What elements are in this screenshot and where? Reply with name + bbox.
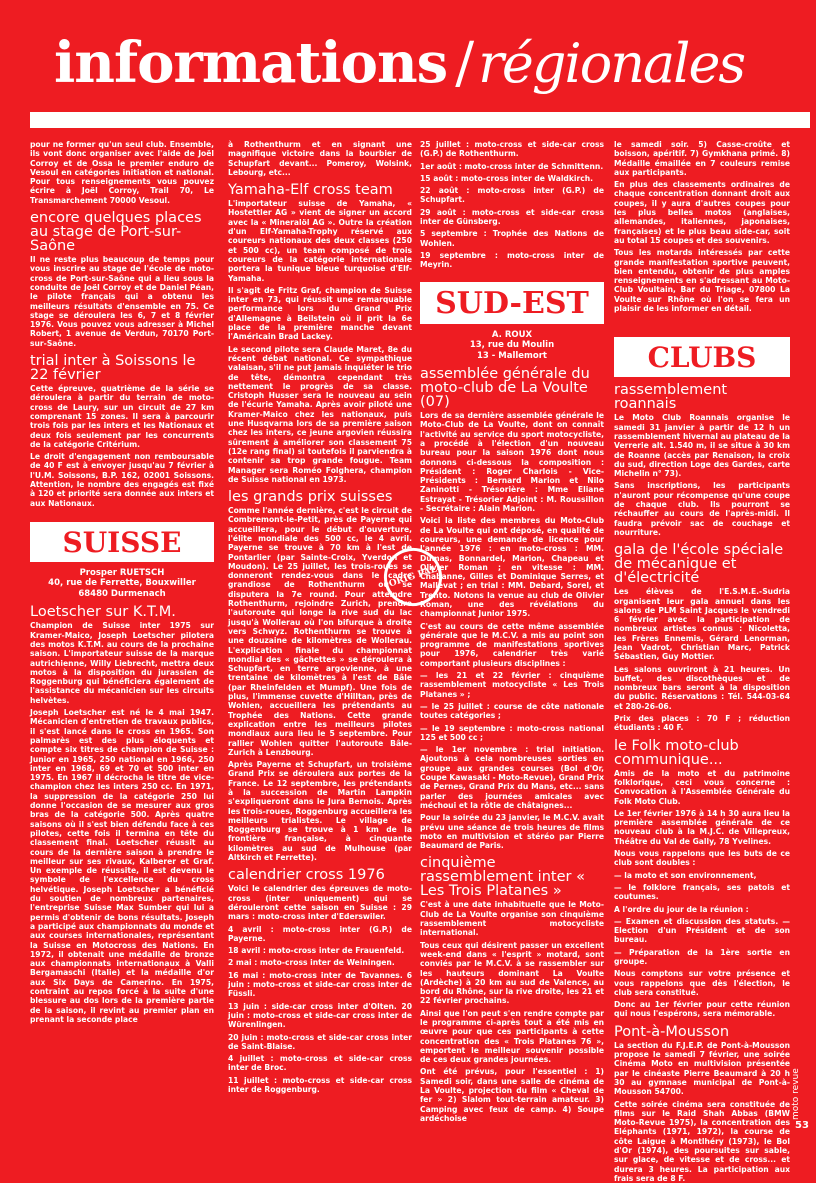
region-block-sud-est: SUD-EST — [420, 282, 604, 324]
page-number: 53 — [795, 1120, 809, 1131]
paragraph: Après Payerne et Schupfart, un troisième Grand Prix se déroulera aux portes de la France. Le 12 septembre, les prétendants à la succession de Martin Lampkin s'expliqueront dans le Jura Bernois. Après les trois-roues, Roggenburg accueillera les meilleurs trialistes. Le village de Roggenburg se trouve à 1 km de la frontière française, à cinquante kilomètres au sud de Mulhouse (par Altkirch et Ferrette). — [228, 760, 412, 863]
paragraph: — la moto et son environnement, — [614, 870, 757, 880]
column-3 — [420, 140, 604, 1140]
column-2 — [228, 140, 412, 1140]
section-heading: Yamaha-Elf cross team — [228, 182, 393, 199]
paragraph: L'importateur suisse de Yamaha, « Hostettler AG » vient de signer un accord avec la « Mineralöl AG ». Outre la création d'un Elf-Yamaha-Trophy réservé aux coureurs nationaux des deux classes (250 et 500 cc), un team composé de trois coureurs de la catégorie internationale portera la tunique bleue turquoise d'Elf-Yamaha. — [228, 199, 412, 283]
column-4 — [614, 140, 790, 1183]
paragraph: Les salons ouvriront à 21 heures. Un buffet, des discothèques et de nombreux bars seront à la disposition du public. Réservations : Tél. 544-03-64 et 280-26-06. — [614, 664, 790, 711]
paragraph: Il s'agit de Fritz Graf, champion de Suisse inter en 73, qui réussit une remarquable performance lors du Grand Prix d'Allemagne à Beilstein où il prit la 6e place de la première manche devant l'Américain Brad Lackey. — [228, 285, 412, 342]
paragraph: 29 août : moto-cross et side-car cross inter de Günsberg. — [420, 207, 604, 227]
paragraph: C'est à une date inhabituelle que le Moto-Club de La Voulte organise son cinquième rassemblement motocycliste international. — [420, 900, 604, 938]
paragraph: — les 21 et 22 février : cinquième rassemblement motocycliste « Les Trois Platanes » ; — [420, 671, 604, 699]
masthead-separator: / — [455, 31, 475, 96]
paragraph: Nous vous rappelons que les buts de ce club sont doubles : — [614, 849, 790, 868]
paragraph: Tous ceux qui désirent passer un excellent week-end dans « l'esprit » motard, sont conviés par le M.C.V. à se rassembler sur les hauteurs dominant La Voulte (Ardèche) à 20 km au sud de Valence, au bord du Rhône, sur la rive droite, les 21 et 22 février prochains. — [420, 940, 604, 1006]
column-1 — [30, 140, 214, 1140]
address-line: 13, rue du Moulin — [469, 340, 555, 351]
correspondent-address — [420, 330, 604, 362]
paragraph: Le Moto Club Roannais organise le samedi 31 janvier à partir de 12 h un rassemblement hivernal au plateau de la Verrerie alt. 1.540 m, il se situe à 30 km de Roanne (accès par Renaison, la croix du sud, direction Loge des Gardes, carte Michelin n° 73). — [614, 413, 790, 479]
paragraph: Amis de la moto et du patrimoine folklorique, ceci vous concerne : Convocation à l'Assemblée Générale du Folk Moto Club. — [614, 768, 790, 806]
section-heading: cinquième rassemblement inter « Les Trois Platanes » — [420, 855, 585, 900]
paragraph: 16 mai : moto-cross inter de Tavannes. 6 juin : moto-cross et side-car cross inter de Füssli. — [228, 970, 412, 999]
masthead — [54, 30, 744, 120]
address-line: Prosper RUETSCH — [79, 567, 165, 578]
address-line: 13 - Mallemort — [476, 350, 547, 361]
section-heading: Loetscher sur K.T.M. — [30, 604, 176, 621]
paragraph: 1er août : moto-cross inter de Schmittenn. — [420, 161, 604, 171]
library-stamp: ORIG PAL — [376, 540, 449, 613]
paragraph: Voici la liste des membres du Moto-Club de La Voulte qui ont déposé, en qualité de coureurs, une demande de licence pour l'année 1976 : en moto-cross : MM. Dumas, Bonnardel, Marion, Chapeau et Olivier Roman ; en vitesse : MM. Chabanne, Gilles et Dominique Serres, et Mallevat ; en trial : MM. Debard, Sorel, et Trento. Notons la venue au club de Olivier Roman, une des révélations du championnat Junior 1975. — [420, 516, 604, 619]
paragraph: 20 juin : moto-cross et side-car cross inter de Saint-Blaise. — [228, 1032, 412, 1051]
masthead-informations: informations — [54, 30, 448, 96]
paragraph: Sans inscriptions, les participants n'auront pour récompense qu'une coupe de chaque club. Ils pourront se réchauffer au cours de l'après-midi. Il faudra prévoir sac de couchage et nourriture. — [614, 481, 790, 537]
paragraph: 19 septembre : moto-cross inter de Meyrin. — [420, 250, 604, 270]
paragraph: Le 1er février 1976 à 14 h 30 aura lieu la première assemblée générale de ce nouveau club à la M.J.C. de Villepreux, Théâtre du Val de Gally, 78 Yvelines. — [614, 808, 790, 846]
paragraph: Donc au 1er février pour cette réunion qui nous l'espérons, sera mémorable. — [614, 1000, 790, 1019]
paragraph: Comme l'année dernière, c'est le circuit de Combremont-le-Petit, près de Payerne qui accueillera, pour le début d'ouverture, l'élite mondiale des 500 cc, le 4 avril. Payerne se trouve à 70 km à l'est de Pontarlier (par Sainte-Croix, Yverdon et Moudon). Le 25 juillet, les trois-roues se donneront rendez-vous dans le cadre grandiose de Rothenthurm où se disputera la 7e round. Pour atteindre Rothenthurm, rejoindre Zurich, prendre l'autoroute qui longe la rive sud du lac jusqu'à Wollerau où l'on bifurque à droite vers Schwyz. Rothenthurm se trouve à une douzaine de kilomètres de Wollerau. L'explication finale du championnat mondial des « gâchettes » se déroulera à Schupfart, en terre argovienne, à une trentaine de kilomètres à l'est de Bâle (par Rheinfelden et Mumpf). Une fois de plus, l'immense cuvette d'Hilltan, près de Wohlen, accueillera les prétendants au Trophée des Nations. Cette grande explication entre les meilleurs pilotes mondiaux aura lieu le 5 septembre. Pour rallier Wohlen quitter l'autoroute Bâle-Zurich à Lenzbourg. — [228, 506, 412, 757]
paragraph: Il ne reste plus beaucoup de temps pour vous inscrire au stage de l'école de moto-cross de Port-sur-Saône qui a lieu sous la conduite de Joël Corroy et de Daniel Péan, le pilote français qui a obtenu les meilleurs résultats d'ensemble en 75. Ce stage se déroulera les 6, 7 et 8 février 1976. Vous pouvez vous adresser à Michel Robert, 1 avenue de Verdun, 70170 Port-sur-Saône. — [30, 255, 214, 348]
paragraph: Nous comptons sur votre présence et vous rappelons que dès l'élection, le club sera constitué. — [614, 969, 790, 997]
paragraph: 22 août : moto-cross inter (G.P.) de Schupfart. — [420, 186, 604, 205]
paragraph: — le 1er novembre : trial initiation. Ajoutons à cela nombreuses sorties en groupe aux grandes courses (Bol d'Or, Coupe Kawasaki - Moto-Revue), Grand Prix de Pernes, Grand Prix du Mans, etc... sans parler des journées amicales avec méchoui et la rôtie de châtaignes... — [420, 745, 604, 810]
paragraph: En plus des classements ordinaires de chaque concentration donnant droit aux coupes, il y aura d'autres coupes pour les plus belles motos (anglaises, allemandes, italiennes, japonaises, françaises) et le plus beau side-car, soit au total 15 coupes et des souvenirs. — [614, 180, 790, 245]
address-line: 40, rue de Ferrette, Bouxwiller — [48, 578, 196, 589]
paragraph: La section du F.J.E.P. de Pont-à-Mousson propose le samedi 7 février, une soirée Cinéma Moto en multivision présentée par le cinéaste Pierre Beaumard à 20 h 30 au gymnase municipal de Pont-à-Mousson 54700. — [614, 1040, 790, 1097]
address-line: A. ROUX — [491, 329, 533, 340]
paragraph: Le second pilote sera Claude Maret, 8e du récent débat national. Ce sympathique valaisan, s'il ne put jamais inquiéter le trio de tête, démontra cependant très nettement le progrès de sa classe. Cristoph Husser sera le nouveau au sein de l'écurie Yamaha. Après avoir piloté une Kramer-Maico chez les nationaux, puis une Husqvarna lors de sa première saison chez les inters, ce jeune argovien réussira sûrement à améliorer son classement 75 (12e rang final) si toutefois il parviendra à contenir sa trop grande fougue. Team Manager sera Roméo Folghera, champion de Suisse national en 1973. — [228, 344, 412, 484]
paragraph: le samedi soir. 5) Casse-croûte et boisson, apéritif. 7) Gymkhana primé. 8) Médaille émaillée en 7 couleurs remise aux participants. — [614, 140, 790, 177]
paragraph: — Examen et discussion des statuts. — Election d'un Président et de son bureau. — [614, 916, 790, 945]
paragraph: 15 août : moto-cross inter de Waldkirch. — [420, 173, 594, 183]
paragraph: 18 avril : moto-cross inter de Frauenfeld. — [228, 946, 405, 956]
paragraph: — le folklore français, ses patois et coutumes. — [614, 882, 790, 902]
paragraph: pour ne former qu'un seul club. Ensemble, ils vont donc organiser avec l'aide de Joël Corroy et de Ossa le premier enduro de Vesoul en catégories initiation et national. Pour tous renseignements vous pouvez écrire à Joël Corroy, Trail 70, Le Transmarchement 70000 Vesoul. — [30, 140, 214, 205]
paragraph: Les élèves de l'E.S.M.E.-Sudria organisent leur gala annuel dans les salons de PLM Saint Jacques le vendredi 6 février avec la participation de nombreux artistes connus : Nicoletta, les Frères Ennemis, Gérard Lenorman, Jean Vadrot, Christian Marc, Patrick Sébastien, Guy Mottier. — [614, 587, 790, 662]
section-heading: rassemblement roannais — [614, 382, 728, 413]
section-heading: le Folk moto-club communique... — [614, 737, 739, 768]
paragraph: Tous les motards intéressés par cette grande manifestation sportive peuvent, bien entendu, obtenir de plus amples renseignements en s'adressant au Moto-Club Voultain, Bar du Triage, 07800 La Voulte sur Rhône où l'on se fera un plaisir de les informer en détail. — [614, 248, 790, 314]
paragraph: Le droit d'engagement non remboursable de 40 F est à envoyer jusqu'au 7 février à l'U.M. Soissons, B.P. 162, 02001 Soissons. Attention, le nombre des engagés est fixé à 120 et priorité sera donnée aux inters et aux Nationaux. — [30, 452, 214, 508]
region-block-clubs: CLUBS — [614, 337, 790, 377]
paragraph: Joseph Loetscher est né le 4 mai 1947. Mécanicien d'entretien de travaux publics, il s'est lancé dans le cross en 1965. Son palmarès est des plus éloquents et compte six titres de champion de Suisse : Junior en 1965, 250 national en 1966, 250 inter en 1968, 69 et 70 et 500 inter en 1975. En 1967 il décrocha le titre de vice-champion chez les inters 250 cc. En 1971, la suppression de la catégorie 250 lui donne l'occasion de se mesurer aux gros bras de la catégorie 500. Après quatre saisons où il s'est bien défendu face à ces pilotes, cette fois il termina en tête du classement final. Loetscher réussit au cours de la dernière saison à prendre le meilleur sur ses rivaux, Kalberer et Graf. Un exemple de réussite, il est devenu le symbole de l'excellence du cross helvétique. Joseph Loetscher a bénéficié du soutien de nombreux partenaires, l'entreprise Suisse Max Sumber qui lui a permis d'obtenir de bons résultats. Joseph a participé aux championnats du monde et aux courses internationales, représentant la Suisse en Motocross des Nations. En 1972, il obtenait une médaille de bronze aux championnats internationaux à Valli Bergamaschi (Italie) et la médaille d'or aux Six Days de Camerino. En 1975, contraint au repos forcé à la suite d'une blessure au dos lors de la première partie de la saison, il revint au premier plan en prenant la seconde place — [30, 708, 214, 1024]
paragraph: 2 mai : moto-cross inter de Weiningen. — [228, 958, 395, 968]
paragraph: 11 juillet : moto-cross et side-car cross inter de Roggenburg. — [228, 1075, 412, 1095]
paragraph: à Rothenthurm et en signant une magnifique victoire dans la bourbier de Schupfart devant... Pomeroy, Wolsink, Lebourg, etc... — [228, 140, 412, 177]
masthead-regionales: régionales — [478, 32, 745, 95]
paragraph: C'est au cours de cette même assemblée générale que le M.C.V. a mis au point son programme de manifestations sportives pour 1976, calendrier très varié comportant plusieurs disciplines : — [420, 621, 604, 668]
section-heading: gala de l'école spéciale de mécanique et d'électricité — [614, 542, 784, 587]
paragraph: 4 avril : moto-cross inter (G.P.) de Payerne. — [228, 924, 412, 943]
paragraph: Champion de Suisse inter 1975 sur Kramer-Maico, Joseph Loetscher pilotera des motos K.T.M. au cours de la prochaine saison. L'importateur suisse de la marque autrichienne, Willy Liebrecht, mettra deux motos à la disposition du jurassien de Roggenburg qui bénéficiera également de l'assistance du mécanicien sur les circuits helvètes. — [30, 621, 214, 705]
paragraph: 13 juin : side-car cross inter d'Olten. 20 juin : moto-cross et side-car cross inter de Würenlingen. — [228, 1001, 412, 1030]
section-heading: calendrier cross 1976 — [228, 867, 385, 884]
paragraph: 4 juillet : moto-cross et side-car cross inter de Broc. — [228, 1054, 412, 1073]
section-heading: assemblée générale du moto-club de La Voulte (07) — [420, 366, 590, 411]
section-heading: trial inter à Soissons le 22 février — [30, 353, 196, 384]
region-block-suisse: SUISSE — [30, 522, 214, 562]
paragraph: — Préparation de la 1ère sortie en groupe. — [614, 947, 790, 966]
magazine-side-label: moto revue — [791, 1068, 801, 1120]
paragraph: Cette épreuve, quatrième de la série se déroulera à partir du terrain de moto-cross de Laury, sur un circuit de 27 km comprenant 15 zones. Il sera à parcourir trois fois par les inters et les Nationaux et deux fois seulement par les concurrents de la catégorie Critérium. — [30, 384, 214, 449]
paragraph: 25 juillet : moto-cross et side-car cross (G.P.) de Rothenthurm. — [420, 140, 604, 159]
paragraph: A l'ordre du jour de la réunion : — [614, 904, 749, 914]
section-heading: Pont-à-Mousson — [614, 1023, 730, 1040]
correspondent-address — [30, 568, 214, 600]
paragraph: 5 septembre : Trophée des Nations de Wohlen. — [420, 229, 604, 248]
paragraph: Ainsi que l'on peut s'en rendre compte par le programme ci-après tout a été mis en œuvre pour que ces participants à cette concentration des « Trois Platanes 76 », emportent le meilleur souvenir possible de ces deux grandes journées. — [420, 1008, 604, 1065]
paragraph: Prix des places : 70 F ; réduction étudiants : 40 F. — [614, 714, 790, 733]
header-bar — [30, 112, 810, 128]
paragraph: Voici le calendrier des épreuves de moto-cross (inter uniquement) qui se dérouleront cette saison en Suisse : 29 mars : moto-cross inter d'Ederswiler. — [228, 884, 412, 922]
section-heading: encore quelques places au stage de Port-sur-Saône — [30, 210, 202, 255]
section-heading: les grands prix suisses — [228, 489, 393, 506]
paragraph: Lors de sa dernière assemblée générale le Moto-Club de La Voulte, dont on connaît l'activité au service du sport motocycliste, a procédé à l'élection d'un nouveau bureau pour la saison 1976 dont nous donnons ci-dessous la composition : Président : Roger Charlois - Vice-Présidents : Bernard Marion et Nilo Zaninotti - Trésorière : Mme Eliane Estrayat - Trésorier Adjoint : M. Roussillon - Secrétaire : Alain Marion. — [420, 411, 604, 514]
paragraph: — le 25 juillet : course de côte nationale toutes catégories ; — [420, 701, 604, 721]
paragraph: Cette soirée cinéma sera constituée de films sur le Raid Shah Abbas (BMW Moto-Revue 1975), la concentration des Eléphants (1971, 1972), la course de côte Laigue à Montlhéry (1973), le Bol d'Or (1974), des poursuites sur sable, sur glace, de vitesse et de cross... et durera 3 heures. La participation aux frais sera de 8 F. — [614, 1099, 790, 1183]
paragraph: Ont été prévus, pour l'essentiel : 1) Samedi soir, dans une salle de cinéma de La Voulte, projection du film « Cheval de fer » 2) Slalom tout-terrain amateur. 3) Camping avec feux de camp. 4) Soupe ardéchoise — [420, 1067, 604, 1123]
address-line: 68480 Durmenach — [78, 588, 166, 599]
paragraph: — le 19 septembre : moto-cross national 125 et 500 cc ; — [420, 723, 604, 742]
paragraph: Pour la soirée du 23 janvier, le M.C.V. avait prévu une séance de trois heures de films moto en multivision et stéréo par Pierre Beaumard de Paris. — [420, 813, 604, 851]
